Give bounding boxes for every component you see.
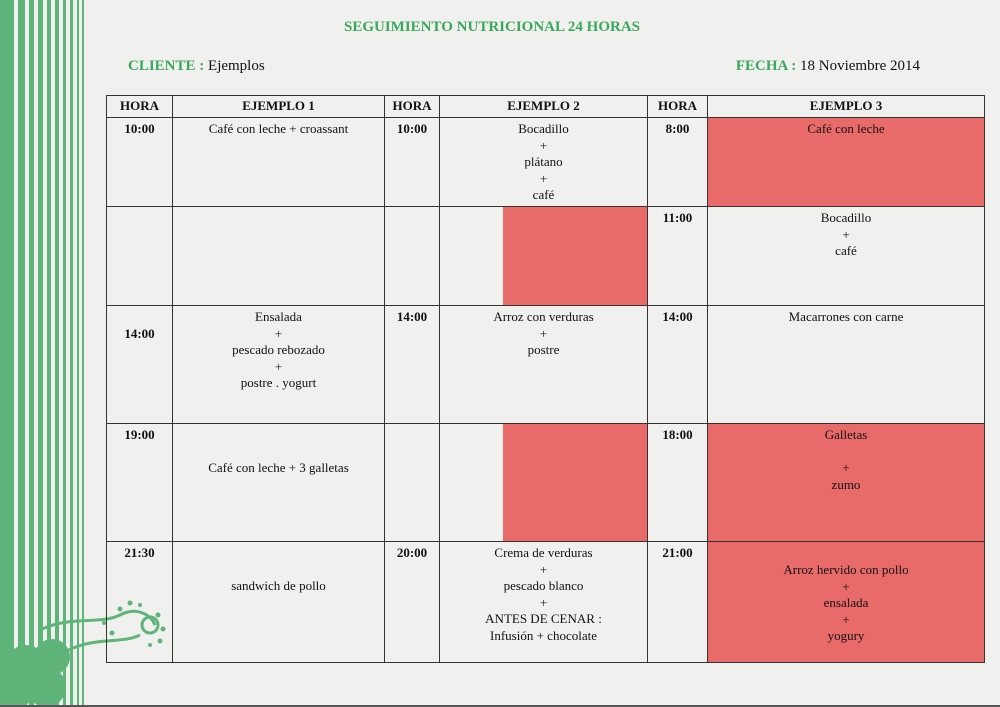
header-hora: HORA xyxy=(107,96,173,118)
meal-line: postre . yogurt xyxy=(240,375,317,390)
meal-line: ensalada xyxy=(823,595,869,610)
meal-line: pescado blanco xyxy=(503,578,584,593)
time-cell: 8:00 xyxy=(648,118,708,207)
meal-cell-partial-highlight xyxy=(440,424,648,542)
header-ejemplo-3: EJEMPLO 3 xyxy=(708,96,985,118)
meal-line: Café con leche + 3 galletas xyxy=(208,460,349,475)
time-cell: 21:00 xyxy=(648,542,708,663)
meal-cell xyxy=(440,306,648,424)
table-row xyxy=(107,306,985,424)
time-cell: 19:00 xyxy=(107,424,173,542)
meal-line: pescado rebozado xyxy=(232,342,325,357)
meal-line: + xyxy=(539,137,548,153)
page-title: SEGUIMIENTO NUTRICIONAL 24 HORAS xyxy=(343,19,641,35)
time-cell: 21:30 xyxy=(107,542,173,663)
meal-line: café xyxy=(532,187,555,202)
meal-line: Ensalada xyxy=(255,309,302,324)
meal-line: + xyxy=(842,226,850,242)
meal-cell-highlighted xyxy=(708,118,985,207)
meal-line: Café con leche xyxy=(807,121,885,136)
table-row xyxy=(107,542,985,663)
time-cell: 10:00 xyxy=(107,118,173,207)
time-cell: 14:00 xyxy=(385,306,440,424)
time-cell: 10:00 xyxy=(385,118,440,207)
meal-line: Bocadillo xyxy=(820,210,872,225)
meal-cell-highlighted xyxy=(708,424,985,542)
date-info xyxy=(736,58,920,75)
header-hora: HORA xyxy=(385,96,440,118)
meal-line: Arroz con verduras xyxy=(493,309,594,324)
meal-line: zumo xyxy=(831,476,861,492)
time-cell xyxy=(385,424,440,542)
meal-line: yogury xyxy=(827,628,865,643)
meal-cell xyxy=(440,118,648,207)
table-header-row xyxy=(107,96,985,118)
date-value: 18 Noviembre 2014 xyxy=(800,58,920,74)
meal-cell xyxy=(708,306,985,424)
table-row xyxy=(107,424,985,542)
meal-line: + xyxy=(539,594,548,610)
meal-line: + xyxy=(274,325,283,341)
meal-line: Galletas xyxy=(824,427,868,442)
meal-line: + xyxy=(842,611,850,627)
meal-line: postre xyxy=(527,342,560,357)
time-cell: 11:00 xyxy=(648,207,708,306)
meal-cell xyxy=(173,118,385,207)
meal-line: Arroz hervido con pollo xyxy=(783,562,909,577)
meal-line: Crema de verduras xyxy=(494,545,593,560)
meal-cell-highlighted xyxy=(708,542,985,663)
time-cell: 20:00 xyxy=(385,542,440,663)
time-cell: 18:00 xyxy=(648,424,708,542)
meal-cell xyxy=(173,542,385,663)
meal-line: + xyxy=(842,460,850,475)
table-row xyxy=(107,118,985,207)
meal-line xyxy=(708,444,984,461)
client-info xyxy=(128,58,265,75)
meal-cell-partial-highlight xyxy=(440,207,648,306)
table-row xyxy=(107,207,985,306)
meal-cell xyxy=(173,306,385,424)
meal-line: ANTES DE CENAR : xyxy=(485,611,602,626)
highlight-fill xyxy=(503,207,647,305)
meal-line: Macarrones con carne xyxy=(788,309,904,324)
meal-line: sandwich de pollo xyxy=(231,578,326,593)
date-label: FECHA : xyxy=(735,58,797,74)
nutrition-table xyxy=(106,95,985,663)
meal-line: + xyxy=(274,358,283,374)
time-cell: 14:00 xyxy=(107,306,173,424)
meal-line: plátano xyxy=(524,154,563,169)
meal-cell xyxy=(173,207,385,306)
meal-line: + xyxy=(539,170,548,186)
meal-line: + xyxy=(539,561,548,577)
highlight-fill xyxy=(503,424,647,541)
meal-line: Bocadillo xyxy=(518,121,569,136)
meal-cell xyxy=(708,207,985,306)
time-cell xyxy=(385,207,440,306)
meal-line: + xyxy=(539,325,548,341)
meal-cell xyxy=(440,542,648,663)
header-ejemplo-1: EJEMPLO 1 xyxy=(173,96,385,118)
meal-line: Infusión + chocolate xyxy=(490,627,597,643)
time-cell: 14:00 xyxy=(648,306,708,424)
meal-cell xyxy=(173,424,385,542)
client-value: Ejemplos xyxy=(208,58,265,74)
client-label: CLIENTE : xyxy=(128,58,205,74)
meal-line: Café con leche + croassant xyxy=(208,121,349,136)
meal-line: + xyxy=(842,578,850,594)
time-cell xyxy=(107,207,173,306)
meal-line: café xyxy=(835,243,857,258)
header-hora: HORA xyxy=(648,96,708,118)
header-ejemplo-2: EJEMPLO 2 xyxy=(440,96,648,118)
